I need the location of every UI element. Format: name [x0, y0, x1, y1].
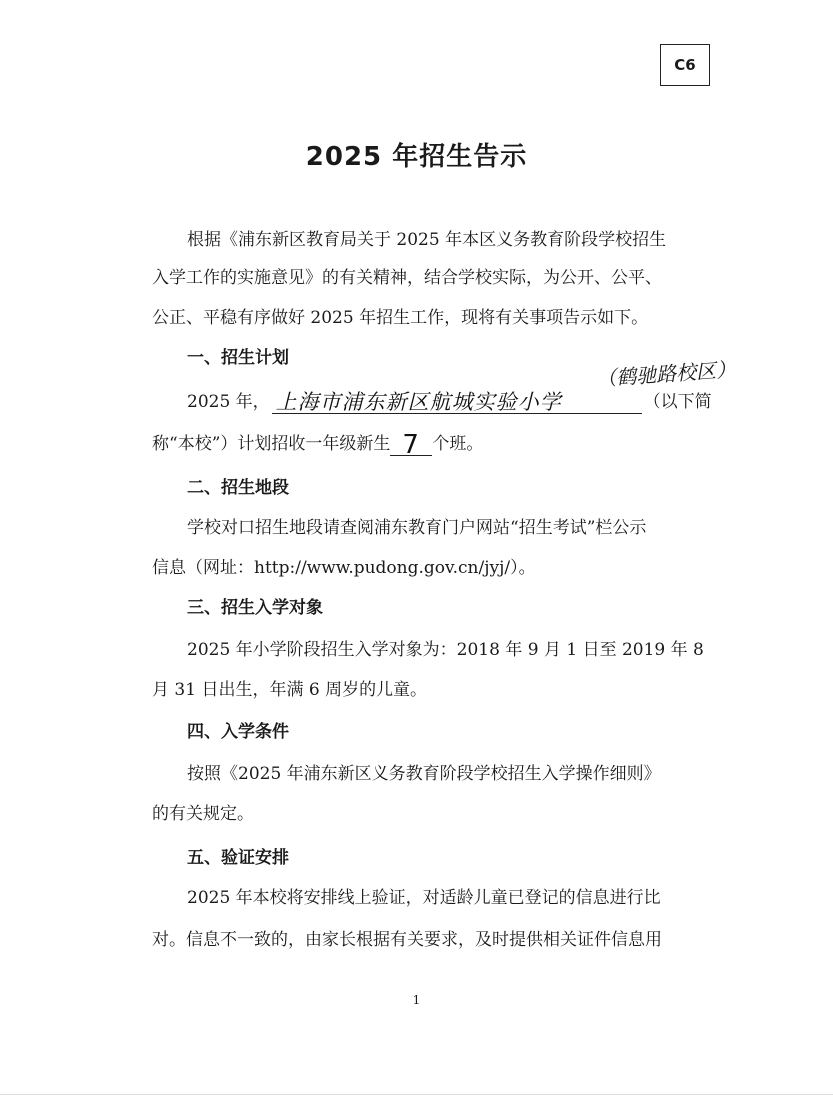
plan-line-1: [187, 390, 712, 414]
section-heading-plan: 一、招生计划: [187, 348, 289, 368]
intro-line-1: 根据《浦东新区教育局关于 2025 年本区义务教育阶段学校招生: [187, 230, 667, 250]
section-heading-verification: 五、验证安排: [187, 848, 289, 868]
campus-handwritten: （鹤驰路校区）: [595, 357, 737, 391]
page-bottom-edge: [0, 1094, 833, 1095]
school-name-handwritten: 上海市浦东新区航城实验小学: [275, 390, 562, 414]
section-heading-eligible: 三、招生入学对象: [187, 598, 323, 618]
section-heading-conditions: 四、入学条件: [187, 722, 289, 742]
school-name-field: [272, 391, 642, 414]
conditions-line-1: 按照《2025 年浦东新区义务教育阶段学校招生入学操作细则》: [187, 764, 661, 784]
page-title: 2025 年招生告示: [305, 142, 528, 172]
district-line-1: 学校对口招生地段请查阅浦东教育门户网站“招生考试”栏公示: [187, 518, 647, 538]
class-count-field: [390, 430, 432, 460]
verification-line-2: 对。信息不一致的，由家长根据有关要求，及时提供相关证件信息用: [152, 930, 662, 950]
district-line-2: 信息（网址：http://www.pudong.gov.cn/jyj/）。: [152, 558, 536, 578]
plan-line-2-prefix: 称“本校”）计划招收一年级新生: [152, 434, 391, 454]
plan-line-1-prefix: 2025 年，: [187, 392, 270, 412]
plan-line-2: [152, 430, 484, 460]
document-code-box: C6: [660, 44, 710, 86]
class-count-handwritten: 7: [402, 430, 419, 460]
section-heading-district: 二、招生地段: [187, 478, 289, 498]
eligible-line-1: 2025 年小学阶段招生入学对象为：2018 年 9 月 1 日至 2019 年 8: [187, 640, 704, 660]
verification-line-1: 2025 年本校将安排线上验证，对适龄儿童已登记的信息进行比: [187, 888, 661, 908]
plan-line-1-suffix: （以下简: [643, 392, 712, 412]
intro-line-2: 入学工作的实施意见》的有关精神，结合学校实际，为公开、公平、: [152, 268, 662, 288]
conditions-line-2: 的有关规定。: [152, 804, 254, 824]
eligible-line-2: 月 31 日出生，年满 6 周岁的儿童。: [152, 680, 428, 700]
page-number: 1: [412, 993, 421, 1007]
plan-line-2-suffix: 个班。: [432, 434, 484, 454]
intro-line-3: 公正、平稳有序做好 2025 年招生工作，现将有关事项告示如下。: [152, 308, 649, 328]
